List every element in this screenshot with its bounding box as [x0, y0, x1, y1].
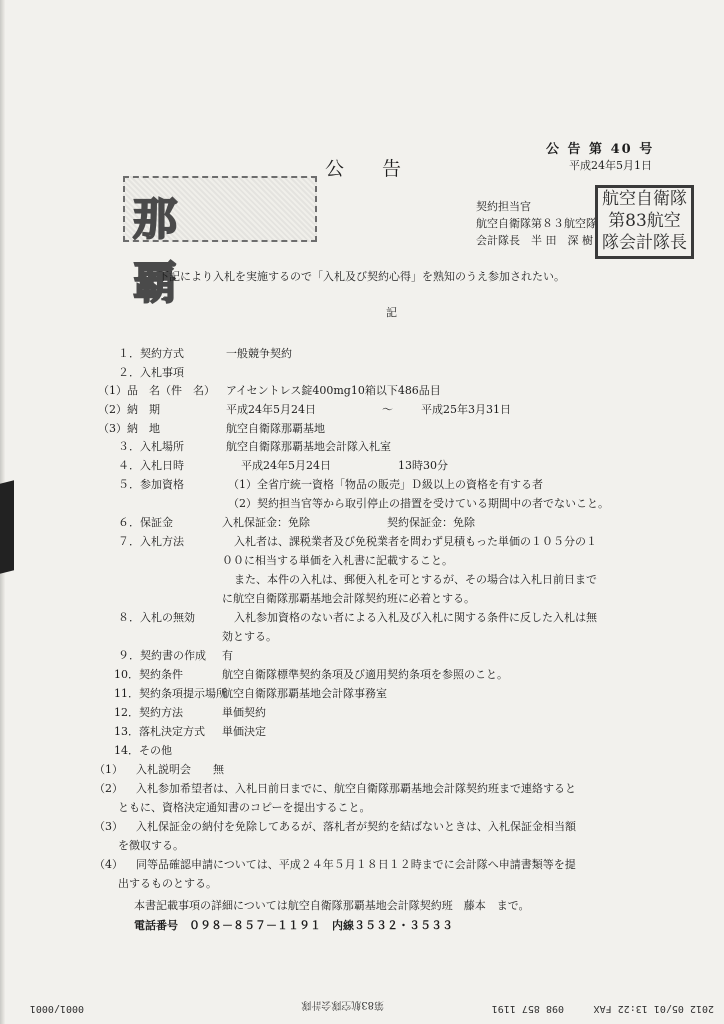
item-text: 入札参加資格のない者による入札及び入札に関する条件に反した入札は無 [234, 611, 597, 624]
item-text: 航空自衛隊那覇基地 [226, 422, 325, 435]
item-label: ２．入札事項 [118, 366, 184, 379]
item-label: 11．契約条項提示場所 [114, 687, 227, 700]
intro-text: 下記により入札を実施するので「入札及び契約心得」を熟知のうえ参加されたい。 [158, 270, 565, 283]
item-label: １．契約方式 [118, 347, 184, 360]
item-text: 効とする。 [222, 630, 277, 643]
item-label: ３．入札場所 [118, 440, 184, 453]
item-text: 一般競争契約 [226, 347, 292, 360]
item-text: 平成24年5月24日 [241, 459, 331, 472]
item-label: （3）納 地 [98, 422, 160, 435]
notice-number: 公 告 第 40 号 [546, 142, 655, 157]
ki-heading: 記 [386, 306, 397, 319]
scan-smear-mark [0, 480, 14, 573]
item-label: 12．契約方法 [114, 706, 183, 719]
item-text: ００に相当する単価を入札書に記載すること。 [222, 554, 453, 567]
item-label: ６．保証金 [118, 516, 173, 529]
item-text: （2）契約担当官等から取引停止の措置を受けている期間中の者でないこと。 [228, 497, 609, 510]
item-text: 入札保証金の納付を免除してあるが、落札者が契約を結ばないときは、入札保証金相当額 [136, 820, 576, 833]
item-label: ８．入札の無効 [118, 611, 195, 624]
item-text: 単価契約 [222, 706, 266, 719]
item-label: ４．入札日時 [118, 459, 184, 472]
stamp-text: 那 覇 [133, 194, 317, 309]
item-text: 契約保証金：免除 [387, 516, 475, 529]
item-text: 航空自衛隊那覇基地会計隊事務室 [222, 687, 387, 700]
item-text: 13時30分 [398, 459, 448, 472]
item-text: 単価決定 [222, 725, 266, 738]
item-label: ７．入札方法 [118, 535, 184, 548]
seal-line: 航空自衛隊 [602, 189, 687, 209]
item-text: また、本件の入札は、郵便入札を可とするが、その場合は入札日前日まで [234, 573, 597, 586]
item-label: （4） [94, 858, 123, 871]
item-text: を徴収する。 [118, 839, 184, 852]
item-text: アイセントレス錠400mg10箱以下486品目 [226, 384, 441, 397]
naha-stamp [123, 176, 317, 309]
issuer-line-2: 航空自衛隊第８３航空隊 [476, 217, 597, 230]
fax-sender: 第83航空隊会計隊 [301, 999, 384, 1010]
page-title: 公 告 [325, 158, 402, 180]
item-label: ９．契約書の作成 [118, 649, 206, 662]
item-text: （1）全省庁統一資格「物品の販売」Ｄ級以上の資格を有する者 [228, 478, 543, 491]
item-text: 航空自衛隊標準契約条項及び適用契約条項を参照のこと。 [222, 668, 508, 681]
item-label: （2） [94, 782, 123, 795]
item-label: 14．その他 [114, 744, 172, 757]
item-label: ５．参加資格 [118, 478, 184, 491]
item-text: に航空自衛隊那覇基地会計隊契約班に必着とする。 [222, 592, 475, 605]
issuer-line-3: 会計隊長 半 田 深 樹 [476, 234, 593, 247]
item-text: 平成24年5月24日 [226, 403, 316, 416]
item-text: 有 [222, 649, 233, 662]
item-text: 航空自衛隊那覇基地会計隊入札室 [226, 440, 391, 453]
item-label: （2）納 期 [98, 403, 160, 416]
fax-datetime: 2012 05/01 13:22 FAX [593, 1003, 714, 1014]
issuer-line-1: 契約担当官 [476, 200, 531, 213]
fax-number: 098 857 1191 [491, 1003, 564, 1014]
contact-line-1: 本書記載事項の詳細については航空自衛隊那覇基地会計隊契約班 藤本 まで。 [134, 899, 530, 912]
item-text: 入札保証金：免除 [222, 516, 310, 529]
official-seal [595, 185, 694, 259]
fax-page-count: 0001/0001 [29, 1003, 84, 1014]
item-label: 10．契約条件 [114, 668, 183, 681]
seal-line: 隊会計隊長 [602, 233, 687, 253]
item-text: 入札参加希望者は、入札日前日までに、航空自衛隊那覇基地会計隊契約班まで連絡すると [136, 782, 576, 795]
contact-line-2: 電話番号 ０９８－８５７－１１９１ 内線３５３２・３５３３ [134, 919, 453, 932]
item-text: 出するものとする。 [118, 877, 217, 890]
tilde: ～ [382, 403, 393, 416]
item-text: 入札者は、課税業者及び免税業者を問わず見積もった単価の１０５分の１ [234, 535, 597, 548]
item-label: （1） [94, 763, 123, 776]
item-text: 入札説明会 無 [136, 763, 224, 776]
notice-date: 平成24年5月1日 [569, 159, 652, 172]
item-text: ともに、資格決定通知書のコピーを提出すること。 [118, 801, 371, 814]
item-label: （3） [94, 820, 123, 833]
item-text: 平成25年3月31日 [421, 403, 511, 416]
item-label: （1）品 名（件 名） [98, 384, 215, 397]
seal-line: 第83航空 [608, 211, 681, 231]
item-label: 13．落札決定方式 [114, 725, 205, 738]
fax-header-strip [0, 998, 724, 1018]
item-text: 同等品確認申請については、平成２４年５月１８日１２時までに会計隊へ申請書類等を提 [136, 858, 576, 871]
